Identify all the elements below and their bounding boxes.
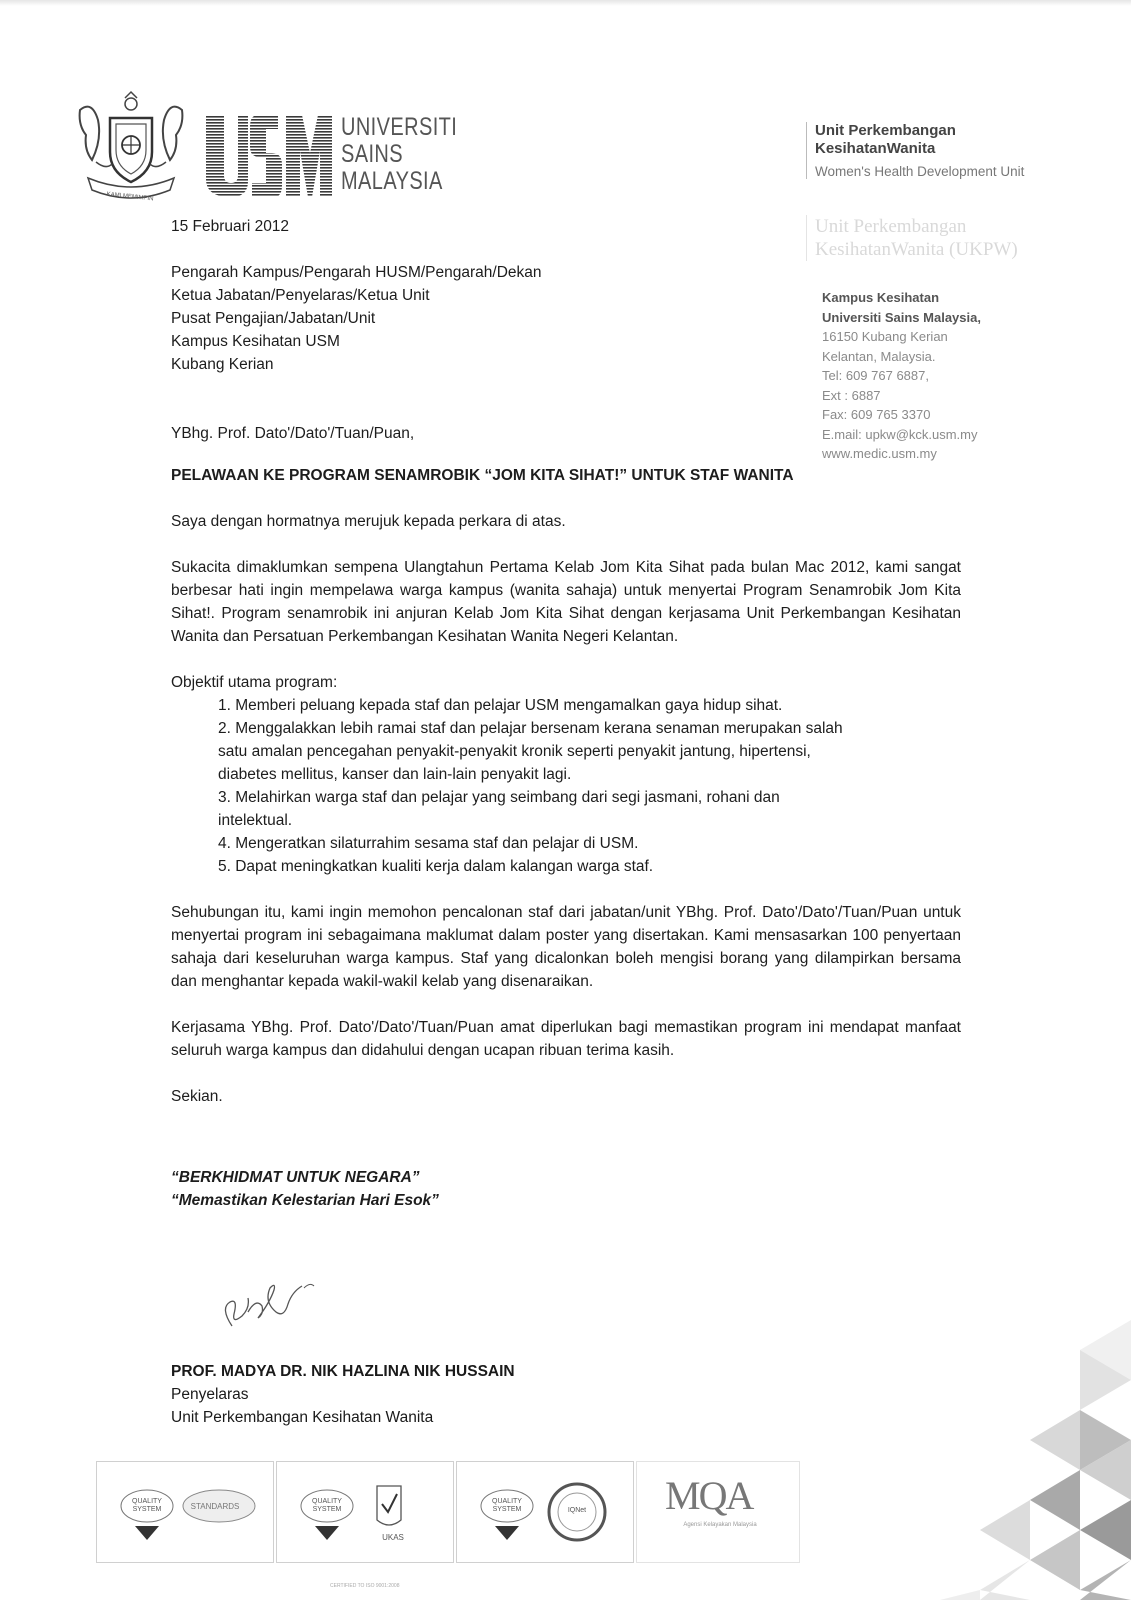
- address-tel: Tel: 609 767 6887,: [822, 368, 929, 383]
- standards-label: STANDARDS: [190, 1502, 240, 1511]
- certification-panel: [636, 1461, 800, 1563]
- objective-item: [171, 855, 961, 878]
- closing: Sekian.: [171, 1088, 223, 1105]
- objective-line: 4. Mengeratkan silaturrahim sesama staf dan pelajar di USM.: [218, 835, 639, 852]
- ukas-label: UKAS: [382, 1533, 404, 1542]
- objective-line: 3. Melahirkan warga staf dan pelajar yang seimbang dari segi jasmani, rohani dan: [218, 789, 780, 806]
- unit-name-line: KesihatanWanita: [815, 140, 936, 157]
- scan-edge: [0, 0, 1131, 6]
- objective-line: 2. Menggalakkan lebih ramai staf dan pelajar bersenam kerana senaman merupakan salah: [218, 720, 843, 737]
- mqa-logo: MQA: [665, 1473, 753, 1518]
- objective-line: diabetes mellitus, kanser dan lain-lain penyakit lagi.: [218, 766, 572, 783]
- letter-date: 15 Februari 2012: [171, 218, 290, 235]
- certification-footer: [96, 1461, 798, 1561]
- letter-subject: PELAWAAN KE PROGRAM SENAMROBIK “JOM KITA SIHAT!” UNTUK STAF WANITA: [171, 467, 794, 484]
- quality-label: QUALITY SYSTEM: [312, 1498, 342, 1513]
- unit-ghost-line: Unit Perkembangan: [815, 216, 967, 237]
- quality-label: QUALITY SYSTEM: [132, 1498, 162, 1513]
- objective-item: [171, 786, 961, 832]
- paragraph: Sukacita dimaklumkan sempena Ulangtahun Pertama Kelab Jom Kita Sihat pada bulan Mac 2012, kami sangat berbesar hati ingin mempelawa warga kampus (wanita sahaja) untuk menyertai Program Senamrobik Jom Kita Sihat!. Program senamrobik ini anjuran Kelab Jom Kita Sihat dengan kerjasama Unit Perkembangan Kesihatan Wanita dan Persatuan Perkembangan Kesihatan Wanita Negeri Kelantan.: [171, 559, 961, 645]
- university-crest-icon: [72, 90, 190, 206]
- objective-line: intelektual.: [218, 812, 293, 829]
- iqnet-label: IQNet: [567, 1507, 587, 1514]
- motto-line: “Memastikan Kelestarian Hari Esok”: [171, 1192, 439, 1209]
- recipient-line: Ketua Jabatan/Penyelaras/Ketua Unit: [171, 287, 430, 304]
- paragraph: Sehubungan itu, kami ingin memohon pencalonan staf dari jabatan/unit YBhg. Prof. Dato'/Dato'/Tuan/Puan untuk menyertai program ini sebagaimana maklumat dalam poster yang disertakan. Kami mensasarkan 100 penyertaan sahaja dari keseluruhan warga kampus. Staf yang dicalonkan boleh mengisi borang yang dilampirkan bersama dan menghantar kepada wakil-wakil kelab yang disenaraikan.: [171, 904, 961, 990]
- university-name: [341, 114, 457, 195]
- objective-line: satu amalan pencegahan penyakit-penyakit kronik seperti penyakit jantung, hipertensi,: [218, 743, 811, 760]
- crest-motto: KAMI MEMIMPIN: [106, 191, 154, 203]
- cert-note: CERTIFIED TO ISO 9001:2008: [330, 1583, 400, 1589]
- address-line: 16150 Kubang Kerian: [822, 329, 948, 344]
- objectives-title: Objektif utama program:: [171, 674, 338, 691]
- recipient-line: Kubang Kerian: [171, 356, 274, 373]
- university-name-line: SAINS: [341, 140, 404, 168]
- university-name-line: UNIVERSITI: [341, 113, 458, 141]
- recipient-line: Pusat Pengajian/Jabatan/Unit: [171, 310, 376, 327]
- objectives-list: [171, 694, 961, 878]
- signer-name: PROF. MADYA DR. NIK HAZLINA NIK HUSSAIN: [171, 1363, 515, 1380]
- certification-panel: [96, 1461, 274, 1563]
- address-ext: Ext : 6887: [822, 387, 881, 403]
- objective-item: [171, 832, 961, 855]
- usm-logo-icon: [204, 113, 334, 199]
- signer-title: Penyelaras: [171, 1386, 249, 1403]
- address-line: Kampus Kesihatan: [822, 290, 940, 305]
- unit-header: [806, 122, 1024, 179]
- objective-line: 5. Dapat meningkatkan kualiti kerja dalam kalangan warga staf.: [218, 858, 654, 875]
- paragraph: Saya dengan hormatnya merujuk kepada perkara di atas.: [171, 513, 566, 530]
- university-name-line: MALAYSIA: [341, 167, 443, 195]
- mqa-subtitle: Agensi Kelayakan Malaysia: [683, 1522, 757, 1528]
- address-email: E.mail: upkw@kck.usm.my: [822, 426, 978, 442]
- signer-unit: Unit Perkembangan Kesihatan Wanita: [171, 1409, 434, 1426]
- decorative-triangles-icon: [880, 1320, 1131, 1600]
- unit-ghost-line: KesihatanWanita (UKPW): [815, 239, 1018, 260]
- certification-panel: [456, 1461, 634, 1563]
- address-fax: Fax: 609 765 3370: [822, 407, 931, 422]
- motto-line: “BERKHIDMAT UNTUK NEGARA”: [171, 1169, 420, 1186]
- recipient-block: [171, 261, 961, 376]
- unit-name-en: Women's Health Development Unit: [815, 164, 1025, 179]
- signature-icon: [212, 1268, 324, 1336]
- paragraph: Kerjasama YBhg. Prof. Dato'/Dato'/Tuan/Puan amat diperlukan bagi memastikan program ini mendapat manfaat seluruh warga kampus dan didahului dengan ucapan ribuan terima kasih.: [171, 1019, 961, 1059]
- letter-body: [171, 215, 961, 1212]
- recipient-line: Pengarah Kampus/Pengarah HUSM/Pengarah/Dekan: [171, 264, 542, 281]
- address-line: Universiti Sains Malaysia,: [822, 309, 981, 325]
- objective-line: 1. Memberi peluang kepada staf dan pelajar USM mengamalkan gaya hidup sihat.: [218, 697, 783, 714]
- address-web: www.medic.usm.my: [822, 446, 937, 461]
- salutation: YBhg. Prof. Dato'/Dato'/Tuan/Puan,: [171, 425, 415, 442]
- quality-label: QUALITY SYSTEM: [492, 1498, 522, 1513]
- address-line: Kelantan, Malaysia.: [822, 348, 936, 364]
- signer-block: [171, 1360, 515, 1429]
- objective-item: [171, 694, 961, 717]
- certification-panel: [276, 1461, 454, 1563]
- unit-name-line: Unit Perkembangan: [815, 122, 956, 139]
- recipient-line: Kampus Kesihatan USM: [171, 333, 340, 350]
- objective-item: [171, 717, 961, 786]
